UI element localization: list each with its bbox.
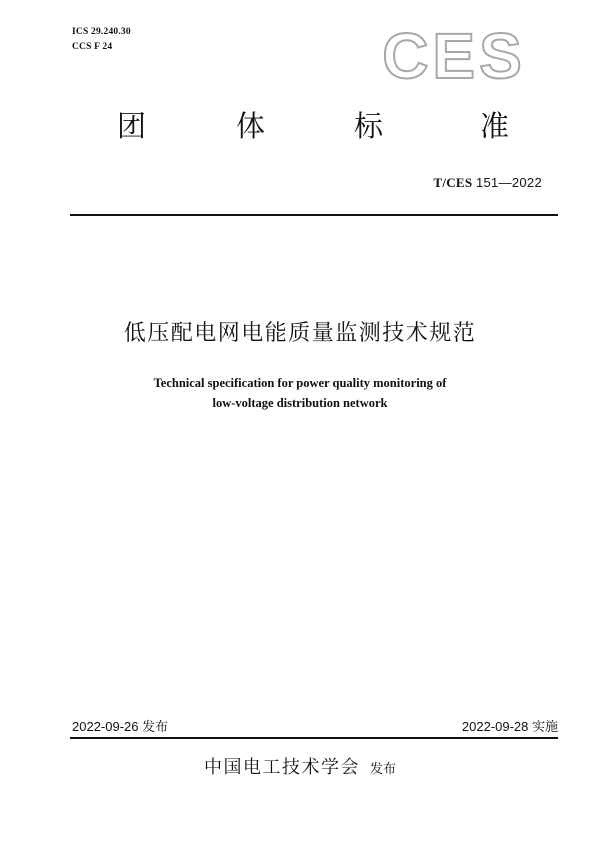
title-english: [0, 373, 600, 413]
title-english-line-2: low-voltage distribution network: [212, 396, 388, 410]
title-english-line-1: Technical specification for power quality monitoring of: [153, 376, 447, 390]
standard-number-value: 151—2022: [475, 175, 542, 190]
publisher: [0, 753, 600, 779]
title-chinese: 低压配电网电能质量监测技术规范: [123, 321, 477, 346]
publisher-organization: 中国电工技术学会: [203, 757, 360, 778]
top-divider: [70, 214, 558, 216]
ccs-code: CCS F 24: [72, 42, 113, 52]
standard-type-heading: [0, 106, 600, 146]
standard-type-char: 体: [236, 109, 266, 143]
ics-code: ICS 29.240.30: [72, 27, 131, 37]
standard-type-char: 标: [354, 109, 384, 143]
standard-number: [433, 175, 542, 191]
implementation-date: 2022-09-28 实施: [461, 719, 558, 734]
standard-type-char: 团: [117, 109, 147, 143]
publisher-suffix: 发布: [369, 762, 396, 777]
ces-logo: [380, 24, 528, 86]
issue-date: 2022-09-26 发布: [72, 719, 169, 734]
bottom-divider: [70, 737, 558, 739]
standard-type-char: 准: [480, 109, 510, 143]
svg-text:CES: CES: [382, 24, 526, 86]
standard-number-prefix: T/CES: [433, 175, 473, 190]
